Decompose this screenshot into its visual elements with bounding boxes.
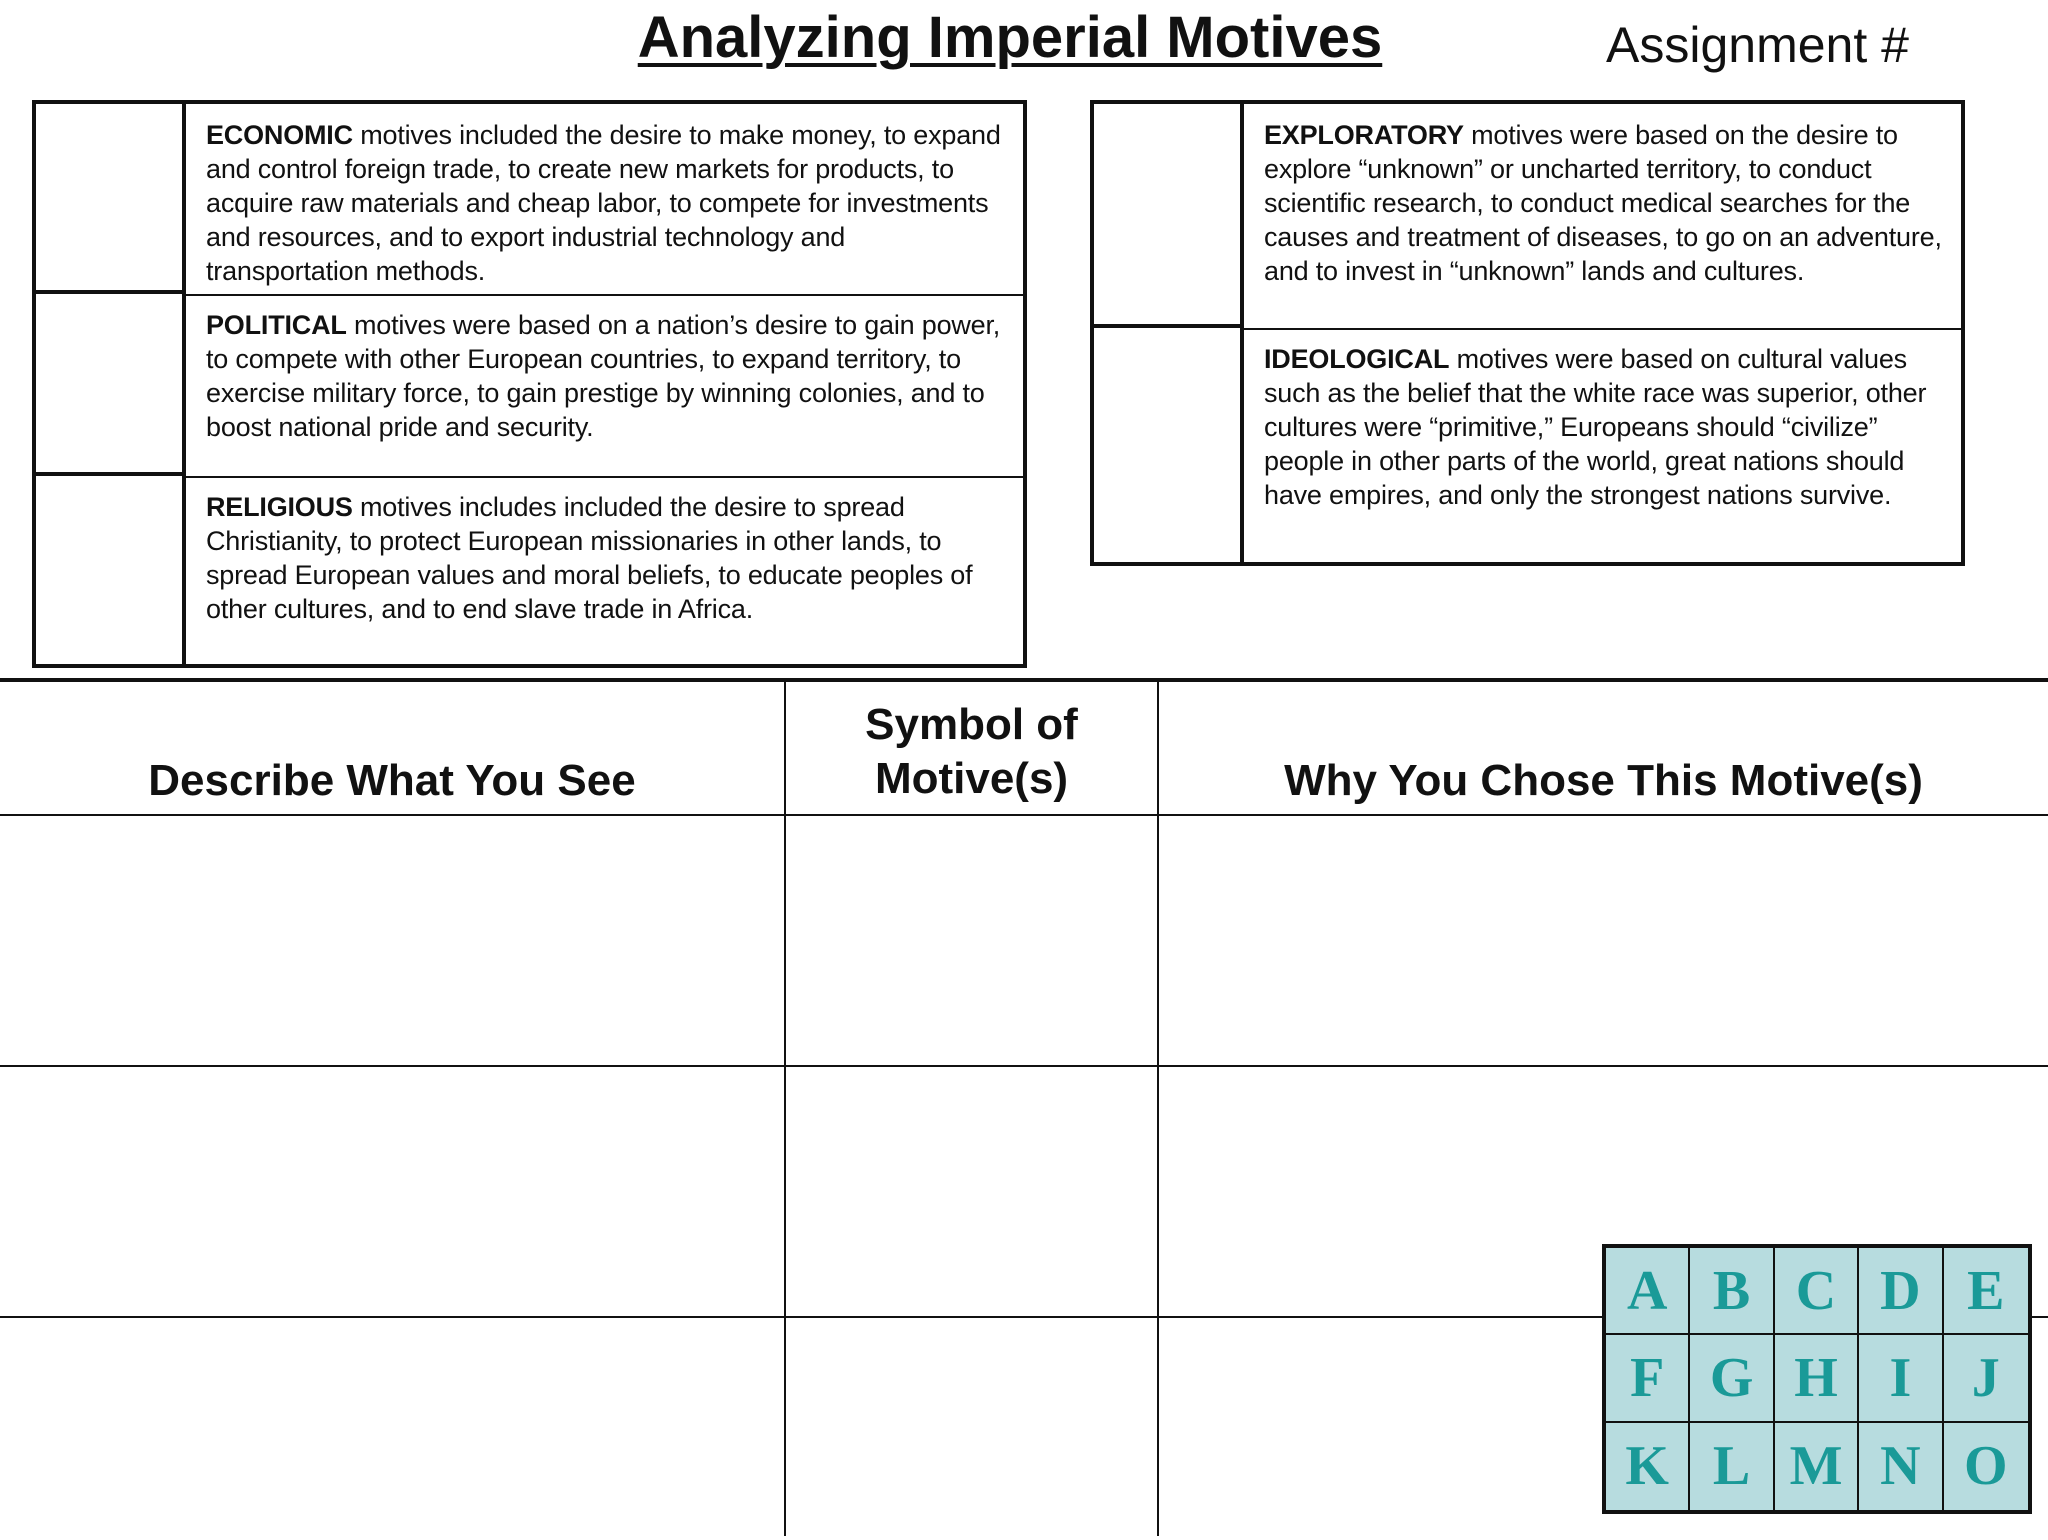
motive-row-economic <box>36 104 1023 294</box>
symbol-cell-ideological[interactable] <box>1094 328 1244 562</box>
motive-row-exploratory <box>1094 104 1961 328</box>
letter-grid-cell: M <box>1775 1423 1859 1510</box>
letter-grid-cell: I <box>1859 1335 1943 1422</box>
motive-keyword-political: POLITICAL <box>206 310 347 340</box>
answer-cell-symbol-3[interactable] <box>786 1318 1157 1540</box>
letter-grid-cell: B <box>1690 1248 1774 1335</box>
column-header-symbol-line1: Symbol of <box>865 700 1078 749</box>
letter-grid-cell: L <box>1690 1423 1774 1510</box>
answer-cell-why-1[interactable] <box>1159 816 2048 1065</box>
motive-row-ideological <box>1094 328 1961 562</box>
motive-keyword-religious: RELIGIOUS <box>206 492 353 522</box>
column-header-why: Why You Chose This Motive(s) <box>1284 756 1923 805</box>
motive-text-political: motives were based on a nation’s desire to gain power, to compete with other European countries, to expand territory, to exercise military force, to gain prestige by winning colonies, and to boost national pride and security. <box>206 310 1001 442</box>
letter-grid-cell: O <box>1964 1435 2008 1498</box>
answer-cell-symbol-2[interactable] <box>786 1067 1157 1316</box>
motive-description-political <box>206 308 1005 444</box>
answer-cell-describe-3[interactable] <box>0 1318 784 1540</box>
letter-grid-cell: G <box>1690 1335 1774 1422</box>
letter-grid-cell: E <box>1944 1248 2028 1335</box>
symbol-cell-religious[interactable] <box>36 476 186 664</box>
answer-cell-symbol-1[interactable] <box>786 816 1157 1065</box>
answer-cell-describe-2[interactable] <box>0 1067 784 1316</box>
letter-grid-cell: N <box>1859 1423 1943 1510</box>
symbol-cell-economic[interactable] <box>36 104 186 294</box>
symbol-cell-political[interactable] <box>36 294 186 476</box>
motive-row-political <box>36 294 1023 476</box>
letter-grid-cell: D <box>1859 1248 1943 1335</box>
letter-grid-cell: C <box>1775 1248 1859 1335</box>
motives-box-left <box>32 100 1027 668</box>
letter-grid-cell: H <box>1775 1335 1859 1422</box>
letter-grid <box>1602 1244 2032 1514</box>
answer-cell-describe-1[interactable] <box>0 816 784 1065</box>
motive-row-religious <box>36 476 1023 664</box>
motive-keyword-exploratory: EXPLORATORY <box>1264 120 1464 150</box>
motive-text-religious: motives includes included the desire to spread Christianity, to protect European missionaries in other lands, to spread European values and moral beliefs, to educate peoples of other cultures, and to end slave trade in Africa. <box>206 492 973 624</box>
column-header-symbol <box>786 698 1157 806</box>
letter-grid-cell: F <box>1606 1335 1690 1422</box>
motive-keyword-ideological: IDEOLOGICAL <box>1264 344 1450 374</box>
column-header-describe: Describe What You See <box>148 756 636 805</box>
motive-description-economic <box>206 118 1005 288</box>
symbol-cell-exploratory[interactable] <box>1094 104 1244 328</box>
letter-grid-cell: J <box>1944 1335 2028 1422</box>
motive-text-ideological: motives were based on cultural values such as the belief that the white race was superior, other cultures were “primitive,” Europeans should “civilize” people in other parts of the world, great nations should have empires, and only the strongest nations survive. <box>1264 344 1927 510</box>
motive-keyword-economic: ECONOMIC <box>206 120 353 150</box>
motives-box-right <box>1090 100 1965 566</box>
motive-description-religious <box>206 490 1005 626</box>
letter-grid-cell: A <box>1606 1248 1690 1335</box>
motive-description-exploratory <box>1264 118 1943 288</box>
column-header-symbol-line2: Motive(s) <box>874 754 1069 803</box>
motive-text-exploratory: motives were based on the desire to explore “unknown” or uncharted territory, to conduct scientific research, to conduct medical searches for the causes and treatment of diseases, to go on an adventure, and to invest in “unknown” lands and cultures. <box>1264 120 1942 286</box>
page-title: Analyzing Imperial Motives <box>637 5 1383 70</box>
motive-description-ideological <box>1264 342 1943 512</box>
assignment-number-label: Assignment # <box>1606 17 1909 73</box>
motive-text-economic: motives included the desire to make money, to expand and control foreign trade, to create new markets for products, to acquire raw materials and cheap labor, to compete for investments and resources, and to export industrial technology and transportation methods. <box>206 120 1001 286</box>
letter-grid-cell: K <box>1606 1423 1690 1510</box>
